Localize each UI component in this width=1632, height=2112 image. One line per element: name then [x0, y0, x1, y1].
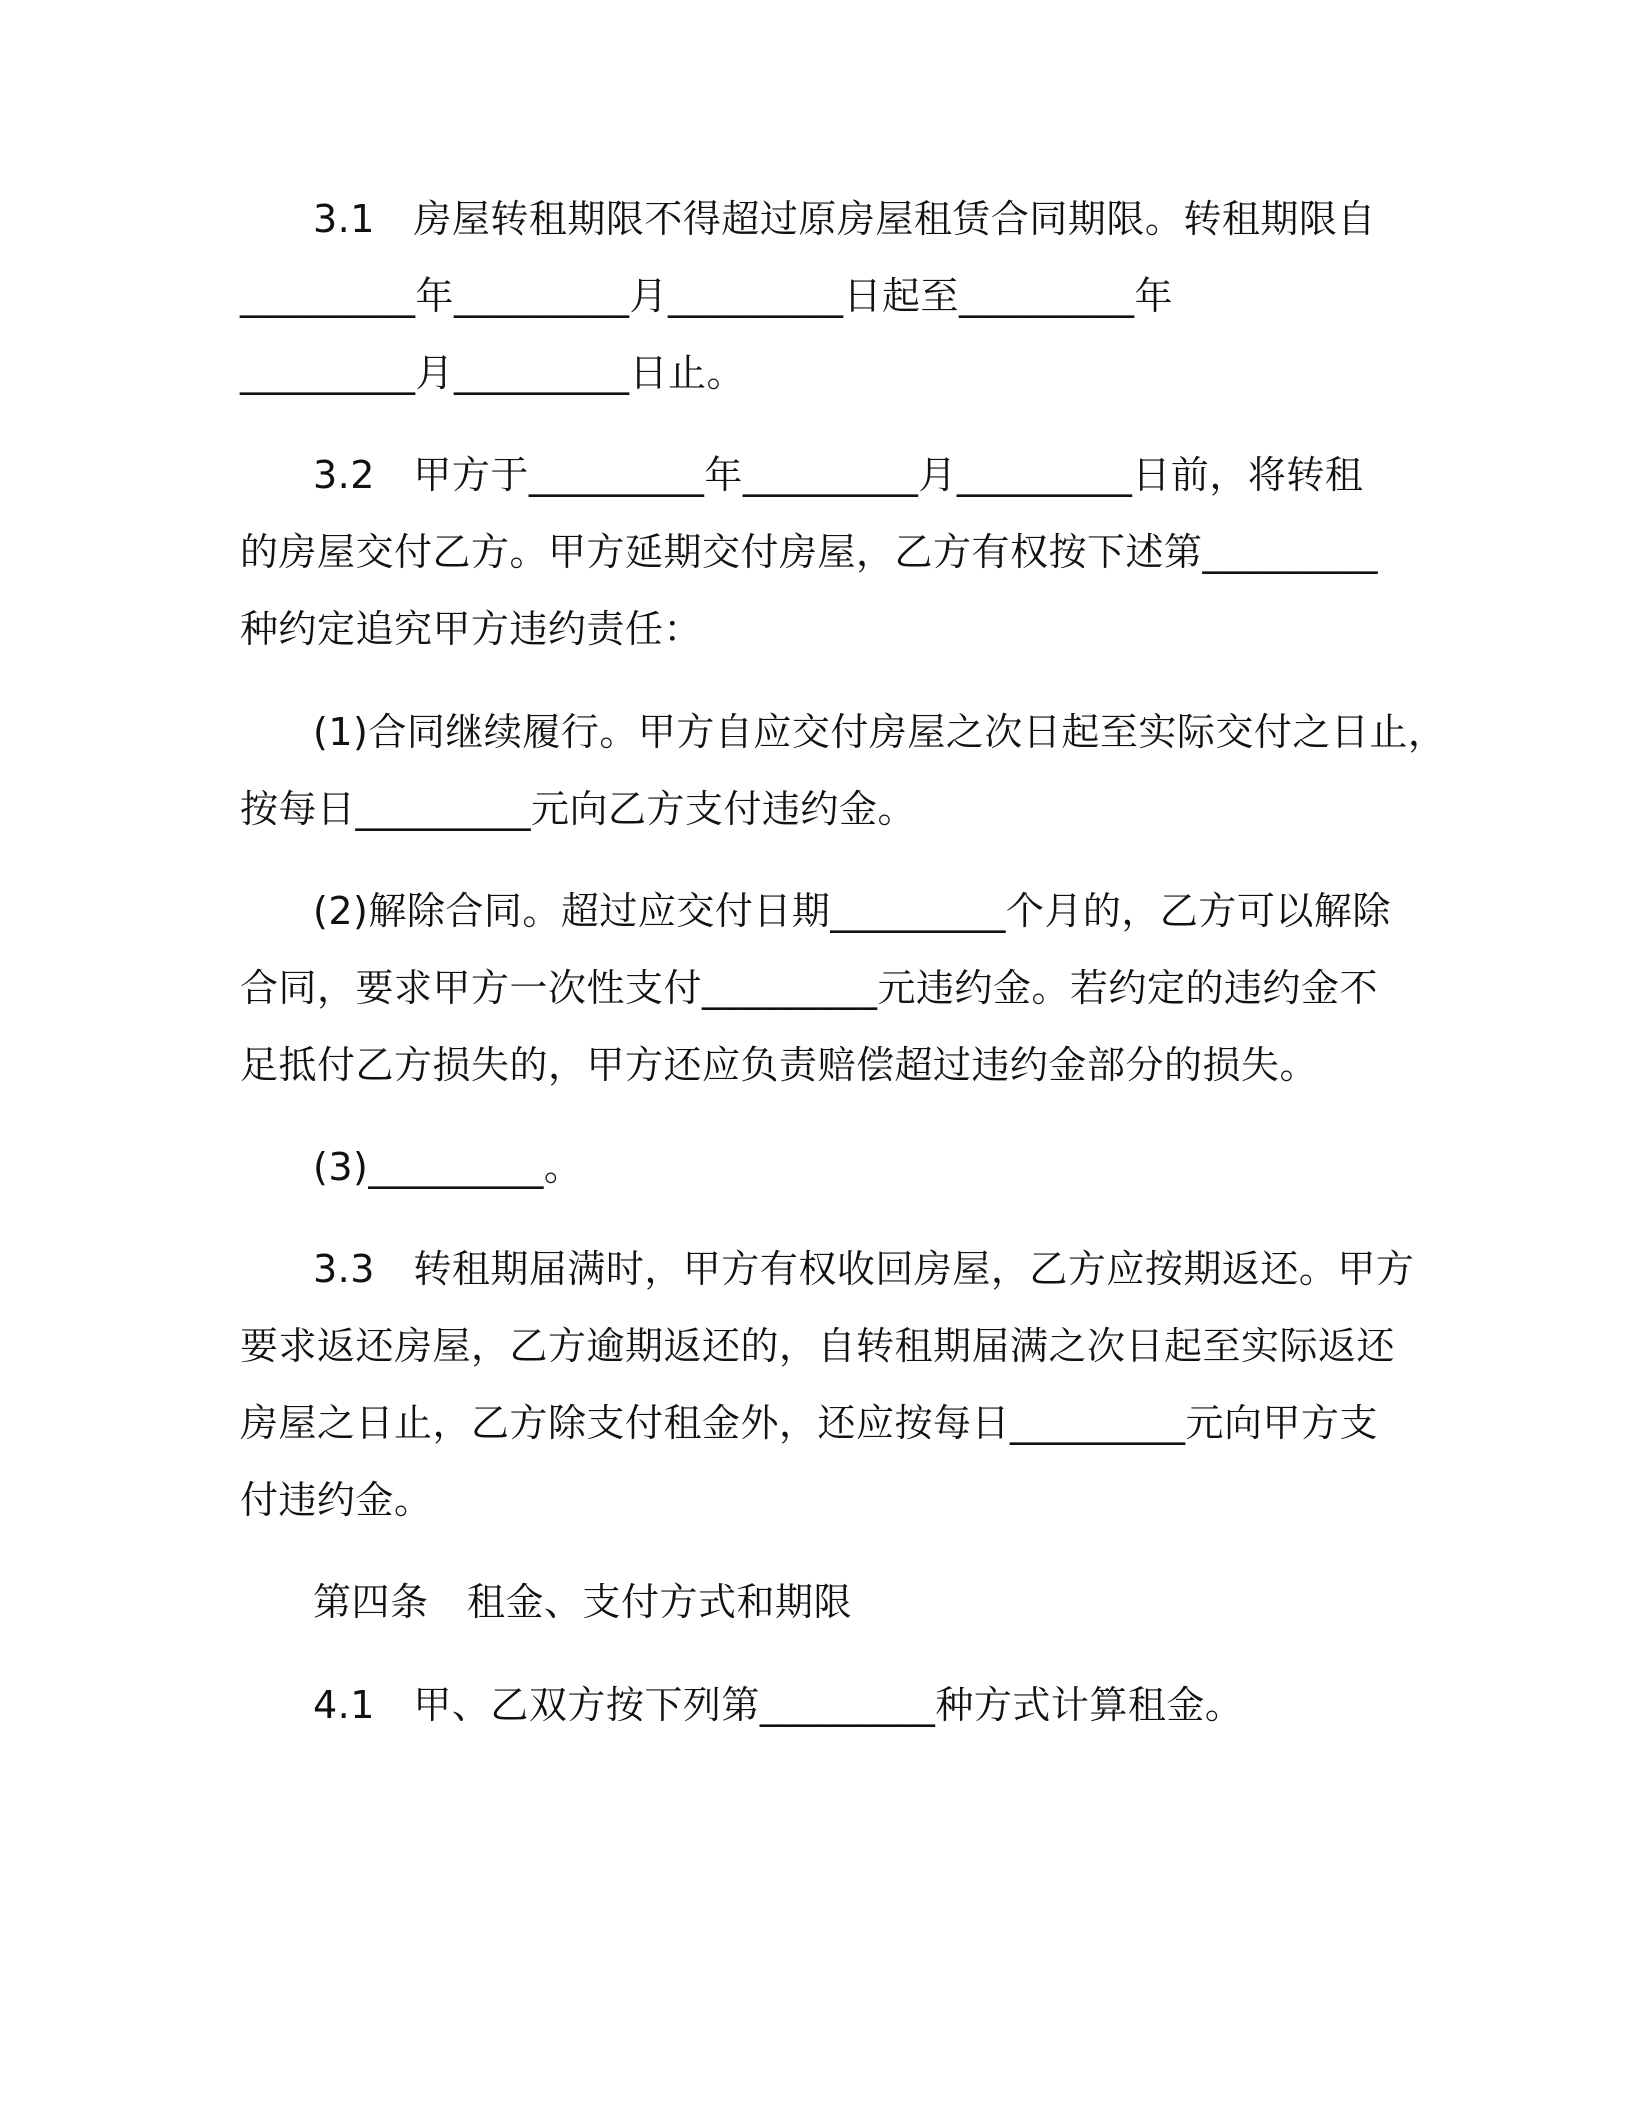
clause-3-3-line-4: 付违约金。: [240, 1478, 433, 1522]
option-2-line-2: 合同，要求甲方一次性支付_________元违约金。若约定的违约金不: [240, 966, 1379, 1010]
clause-3-2-line-3: 种约定追究甲方违约责任：: [240, 607, 703, 651]
clause-3-3-line-2: 要求返还房屋，乙方逾期返还的，自转租期届满之次日起至实际返还: [240, 1324, 1396, 1368]
option-1-line-2: 按每日_________元向乙方支付违约金。: [240, 787, 917, 831]
clause-3-1-line-2: _________年_________月_________日起至_________年: [240, 274, 1174, 318]
clause-4-1-line: 4.1 甲、乙双方按下列第_________种方式计算租金。: [313, 1683, 1244, 1727]
clause-3-2-line-1: 3.2 甲方于_________年_________月_________日前，将转租: [313, 453, 1364, 497]
clause-3-3-line-3: 房屋之日止，乙方除支付租金外，还应按每日_________元向甲方支: [240, 1401, 1379, 1445]
clause-3-2-line-2: 的房屋交付乙方。甲方延期交付房屋，乙方有权按下述第_________: [240, 530, 1379, 574]
option-2-line-3: 足抵付乙方损失的，甲方还应负责赔偿超过违约金部分的损失。: [240, 1043, 1319, 1087]
clause-3-1-line-3: _________月_________日止。: [240, 351, 746, 395]
article-4-heading: 第四条 租金、支付方式和期限: [313, 1580, 853, 1624]
option-2-line-1: (2)解除合同。超过应交付日期_________个月的，乙方可以解除: [313, 889, 1391, 933]
clause-3-3-line-1: 3.3 转租期届满时，甲方有权收回房屋，乙方应按期返还。甲方: [313, 1247, 1415, 1291]
clause-3-1-line-1: 3.1 房屋转租期限不得超过原房屋租赁合同期限。转租期限自: [313, 197, 1376, 241]
option-3-line: (3)_________。: [313, 1145, 583, 1189]
option-1-line-1: (1)合同继续履行。甲方自应交付房屋之次日起至实际交付之日止，: [313, 710, 1447, 754]
